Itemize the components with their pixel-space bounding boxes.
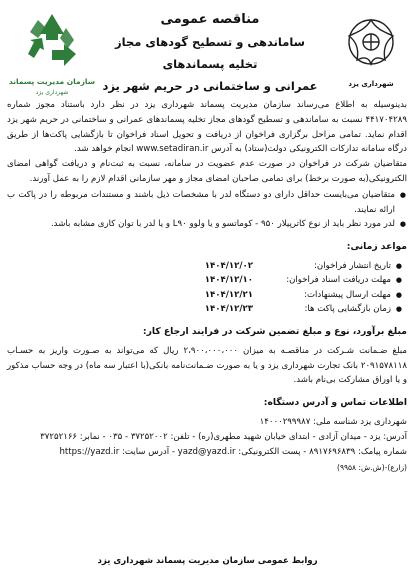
registration-paragraph: متقاضیان شرکت در فراخوان در صورت عدم عضویت در سامانه، نسبت به ثبت‌نام و دریافت گواهی امضای الکترونیکی(به صورت برخط) برای تمامی صاحبان امضای مجاز و مهر سازمانی اقدام لازم را به عمل آورند. bbox=[7, 159, 407, 184]
schedule-date: ۱۴۰۴/۱۲/۰۲ bbox=[204, 260, 253, 271]
contact-info bbox=[7, 415, 407, 476]
schedule-label: ● مهلت ارسال پیشنهادات: bbox=[253, 288, 403, 303]
schedule-date: ۱۴۰۴/۱۲/۲۱ bbox=[204, 289, 253, 300]
contact-national-id: شهرداری یزد شناسه ملی: ۱۴۰۰۰۲۹۹۹۸۷ bbox=[259, 416, 407, 427]
notice-subtitle-line1: ساماندهی و تسطیح گودهای مجاز تخلیه پسماندهای bbox=[115, 35, 305, 71]
public-relations-signature: روابط عمومی سازمان مدیریت پسماند شهرداری یزد bbox=[97, 556, 318, 566]
waste-management-logo-caption: سازمان مدیریت پسماند bbox=[8, 77, 96, 86]
guarantee-title: مبلغ برآورد، نوع و مبلغ تضمین شرکت در فرایند ارجاع کار: bbox=[142, 325, 407, 337]
schedule-list bbox=[7, 259, 407, 317]
waste-management-logo-subcaption: شهرداری یزد bbox=[35, 89, 69, 96]
requirements-list bbox=[7, 188, 407, 232]
publication-note: (زارع)-(ش.ش: ۹۹۵۸) bbox=[337, 463, 407, 473]
schedule-title: مواعد زمانی: bbox=[346, 241, 407, 253]
notice-titles bbox=[100, 12, 320, 97]
municipality-logo bbox=[335, 12, 407, 88]
contact-sms-email-site: شماره پیامک: ۸۹۱۷۶۹۶۸۳۹ - پست الکترونیکی: yazd@yazd.ir - آدرس سایت: https://yazd.ir bbox=[59, 446, 407, 457]
requirement-item: ● متقاضیان می‌بایست حداقل دارای دو دستگاه لدر با مشخصات ذیل باشند و مستندات مربوطه را در پاکت ب ارائه نمایند. bbox=[7, 188, 407, 218]
waste-management-logo bbox=[6, 10, 98, 96]
notice-subtitle-line2: عمرانی و ساختمانی در حریم شهر یزد bbox=[102, 79, 318, 93]
schedule-date: ۱۴۰۴/۱۲/۲۳ bbox=[204, 304, 253, 315]
recycle-icon bbox=[6, 10, 98, 70]
city-emblem-icon bbox=[335, 12, 407, 74]
schedule-row bbox=[7, 288, 403, 303]
schedule-row bbox=[7, 273, 403, 288]
schedule-date: ۱۴۰۴/۱۲/۱۰ bbox=[204, 275, 253, 286]
schedule-label: ● مهلت دریافت اسناد فراخوان: bbox=[253, 273, 403, 288]
schedule-row bbox=[7, 302, 403, 317]
contact-address: آدرس: یزد - میدان آزادی - ابتدای خیابان شهید مطهری(ره) - تلفن: ۳۷۲۵۲۰۰۲ - ۰۳۵ - نمابر: ۳۷۲۵۲۱۶۶ bbox=[40, 431, 407, 442]
schedule-row bbox=[7, 259, 403, 274]
schedule-label: ● زمان بازگشایی پاکت ها: bbox=[253, 302, 403, 317]
notice-title: مناقصه عمومی bbox=[160, 12, 260, 27]
intro-paragraph: بدینوسیله به اطلاع می‌رساند سازمان مدیریت پسماند شهرداری یزد در نظر دارد باستناد مجوز شماره ۴۴۱۷۰۴۲۸۹ نسبت به ساماندهی و تسطیح گودهای مجاز تخلیه پسماندهای عمرانی و ساختمانی در حریم شهر یزد اقدام نماید. تمامی مراحل برگزاری فراخوان از دریافت و تحویل اسناد فراخوان تا بازگشایی پاکت‌ها از طریق درگاه سامانه تدارکات الکترونیکی دولت(ستاد) به آدرس www.setadiran.ir انجام خواهد شد. bbox=[7, 100, 407, 155]
header bbox=[0, 6, 415, 94]
contact-title: اطلاعات تماس و آدرس دستگاه: bbox=[263, 397, 407, 409]
guarantee-text: مبلغ ضـمانت شـرکت در مناقصـه به میزان ۲،۹۰۰،۰۰۰،۰۰۰ ریال که می‌تواند به صـورت واریز به حسـاب ۲۰۹۱۵۷۸۱۱۸ بانک تجارت شهرداری یزد و یا به صورت ضـمانت‌نامه بانکی(با اعتبار سه ماه) در وجه حساب مذکور و یا اوراق مشارکت بی‌نام باشد. bbox=[7, 345, 407, 386]
schedule-label: ● تاریخ انتشار فراخوان: bbox=[253, 259, 403, 274]
municipality-logo-caption: شهرداری یزد bbox=[348, 80, 394, 88]
notice-body bbox=[7, 98, 407, 476]
requirement-item: ● لدر مورد نظر باید از نوع کاترپیلار ۹۵۰ - کوماتسو و یا ولوو L۹۰ و یا لدر با توان کاری مشابه باشد. bbox=[7, 217, 407, 232]
